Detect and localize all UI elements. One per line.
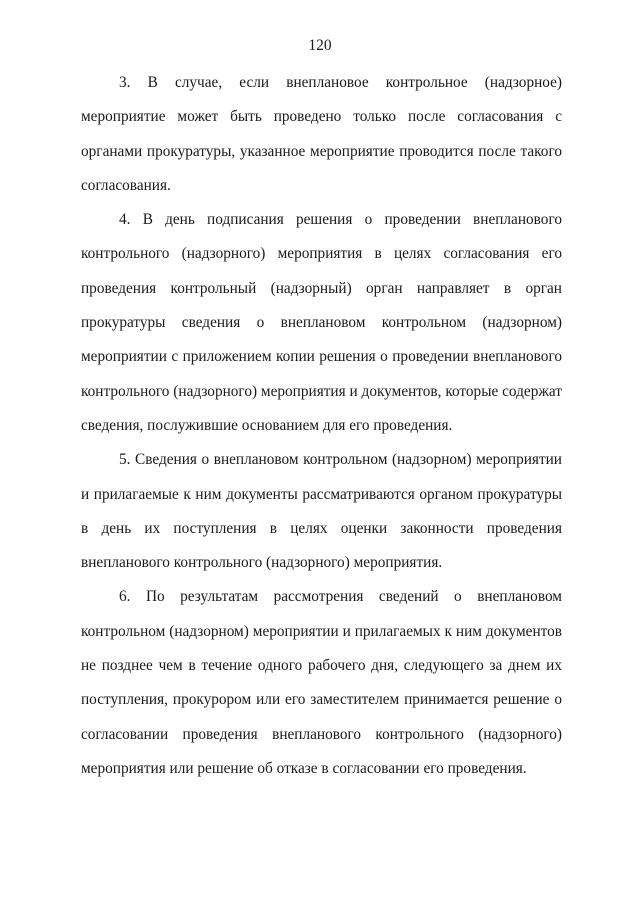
page-number: 120 (308, 37, 332, 54)
document-body (81, 66, 562, 786)
paragraph-5: 5. Сведения о внеплановом контрольном (надзорном) мероприятии и прилагаемые к ним документы рассматриваются органом прокуратуры в день их поступления в целях оценки законности проведения внепланового контрольного (надзорного) мероприятия. (81, 451, 562, 572)
paragraph-6: 6. По результатам рассмотрения сведений о внеплановом контрольном (надзорном) мероприятии и прилагаемых к ним документов не позднее чем в течение одного рабочего дня, следующего за днем их поступления, прокурором или его заместителем принимается решение о согласовании проведения внепланового контрольного (надзорного) мероприятия или решение об отказе в согласовании его проведения. (81, 588, 562, 777)
paragraph-4: 4. В день подписания решения о проведении внепланового контрольного (надзорного) мероприятия в целях согласования его проведения контрольный (надзорный) орган направляет в орган прокуратуры сведения о внеплановом контрольном (надзорном) мероприятии с приложением копии решения о проведении внепланового контрольного (надзорного) мероприятия и документов, которые содержат сведения, послужившие основанием для его проведения. (81, 211, 562, 434)
paragraph-3: 3. В случае, если внеплановое контрольное (надзорное) мероприятие может быть проведено только после согласования с органами прокуратуры, указанное мероприятие проводится после такого согласования. (81, 74, 562, 194)
